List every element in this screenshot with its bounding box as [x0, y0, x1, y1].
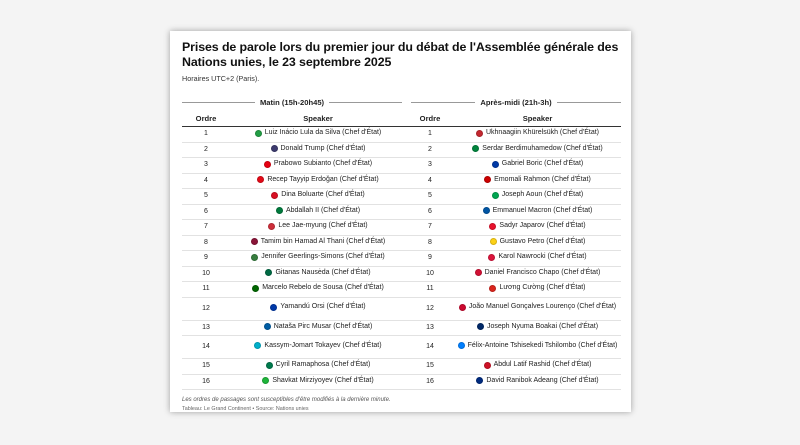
order-cell: 9	[406, 251, 454, 267]
table-row	[182, 251, 621, 267]
table-row	[182, 173, 621, 189]
header-order: Ordre	[182, 110, 230, 127]
page-title: Prises de parole lors du premier jour du débat de l'Assemblée générale des Nations unies, le 23 septembre 2025	[182, 40, 619, 69]
order-cell: 6	[182, 204, 230, 220]
country-flag-icon	[251, 254, 258, 261]
order-cell: 5	[182, 189, 230, 205]
speaker-cell	[454, 127, 621, 143]
group-line	[411, 102, 475, 103]
speaker-cell	[230, 266, 406, 282]
country-flag-icon	[489, 285, 496, 292]
group-morning-label: Matin (15h-20h45)	[259, 97, 325, 107]
speaker-name: Shavkat Mirziyoyev (Chef d'État)	[272, 376, 374, 384]
country-flag-icon	[270, 304, 277, 311]
country-flag-icon	[264, 161, 271, 168]
table-row	[182, 297, 621, 320]
country-flag-icon	[252, 285, 259, 292]
group-morning	[182, 97, 402, 107]
table-row	[182, 235, 621, 251]
country-flag-icon	[488, 254, 495, 261]
speaker-cell	[230, 127, 406, 143]
country-flag-icon	[257, 176, 264, 183]
country-flag-icon	[265, 269, 272, 276]
group-afternoon	[411, 97, 621, 107]
speaker-name: Yamandú Orsi (Chef d'État)	[280, 303, 366, 311]
speaker-cell	[230, 142, 406, 158]
speaker-name: Luiz Inácio Lula da Silva (Chef d'État)	[264, 129, 382, 136]
speaker-cell	[230, 189, 406, 205]
speaker-cell	[454, 220, 621, 236]
order-cell: 16	[182, 374, 230, 390]
country-flag-icon	[251, 238, 258, 245]
speaker-cell	[454, 158, 621, 174]
speaker-cell	[454, 297, 621, 320]
speaker-name: Daniel Francisco Chapo (Chef d'État)	[484, 268, 601, 276]
speaker-name: Félix-Antoine Tshisekedi Tshilombo (Chef d'État)	[467, 341, 618, 349]
group-line	[557, 102, 621, 103]
speaker-cell	[230, 320, 406, 336]
speaker-name: Tamim bin Hamad Al Thani (Chef d'État)	[260, 237, 386, 245]
order-cell: 14	[182, 336, 230, 359]
speaker-name: Gitanas Nausėda (Chef d'État)	[275, 268, 371, 276]
country-flag-icon	[492, 161, 499, 168]
table-row	[182, 142, 621, 158]
table-row	[182, 158, 621, 174]
country-flag-icon	[489, 223, 496, 230]
speaker-name: Joseph Nyuma Boakai (Chef d'État)	[486, 322, 599, 330]
speaker-cell	[454, 266, 621, 282]
subtitle: Horaires UTC+2 (Paris).	[182, 74, 260, 83]
order-cell: 15	[406, 359, 454, 375]
order-cell: 4	[182, 173, 230, 189]
country-flag-icon	[472, 145, 479, 152]
order-cell: 11	[182, 282, 230, 298]
order-cell: 3	[182, 158, 230, 174]
order-cell: 5	[406, 189, 454, 205]
order-cell: 1	[182, 127, 230, 143]
speaker-name: Jennifer Geerlings-Simons (Chef d'État)	[261, 253, 385, 260]
order-cell: 15	[182, 359, 230, 375]
speaker-name: Karol Nawrocki (Chef d'État)	[498, 253, 587, 260]
order-cell: 3	[406, 158, 454, 174]
speaker-cell	[230, 297, 406, 320]
table-row	[182, 320, 621, 336]
speaker-cell	[230, 173, 406, 189]
order-cell: 4	[406, 173, 454, 189]
speaker-name: Prabowo Subianto (Chef d'État)	[273, 160, 373, 167]
speaker-name: Sadyr Japarov (Chef d'État)	[499, 222, 586, 229]
order-cell: 2	[406, 142, 454, 158]
header-speaker: Speaker	[454, 110, 621, 127]
speaker-cell	[230, 359, 406, 375]
country-flag-icon	[483, 207, 490, 214]
table-row	[182, 266, 621, 282]
order-cell: 13	[406, 320, 454, 336]
order-cell: 8	[406, 235, 454, 251]
country-flag-icon	[271, 192, 278, 199]
country-flag-icon	[254, 342, 261, 349]
country-flag-icon	[458, 342, 465, 349]
country-flag-icon	[276, 207, 283, 214]
speaker-name: Nataša Pirc Musar (Chef d'État)	[273, 322, 373, 330]
speaker-cell	[230, 158, 406, 174]
country-flag-icon	[266, 362, 273, 369]
country-flag-icon	[262, 377, 269, 384]
country-flag-icon	[484, 176, 491, 183]
order-cell: 10	[406, 266, 454, 282]
speaker-name: Gustavo Petro (Chef d'État)	[499, 237, 586, 245]
speaker-cell	[454, 282, 621, 298]
speaker-cell	[454, 374, 621, 390]
speaker-name: Donald Trump (Chef d'État)	[280, 144, 366, 152]
source-line: Tableau: Le Grand Continent • Source: Nations unies	[182, 406, 309, 412]
speaker-cell	[454, 336, 621, 359]
order-cell: 13	[182, 320, 230, 336]
header-order: Ordre	[406, 110, 454, 127]
country-flag-icon	[268, 223, 275, 230]
speaker-name: Dina Boluarte (Chef d'État)	[281, 191, 365, 198]
speaker-name: Lee Jae-myung (Chef d'État)	[278, 222, 368, 229]
order-cell: 6	[406, 204, 454, 220]
country-flag-icon	[271, 145, 278, 152]
speaker-name: Gabriel Boric (Chef d'État)	[501, 160, 584, 167]
speaker-cell	[454, 142, 621, 158]
table-row	[182, 220, 621, 236]
table-row	[182, 204, 621, 220]
country-flag-icon	[490, 238, 497, 245]
order-cell: 12	[182, 297, 230, 320]
order-cell: 14	[406, 336, 454, 359]
speaker-cell	[230, 235, 406, 251]
table-row	[182, 336, 621, 359]
speaker-cell	[230, 336, 406, 359]
speaker-cell	[230, 251, 406, 267]
order-cell: 12	[406, 297, 454, 320]
order-cell: 16	[406, 374, 454, 390]
group-afternoon-label: Après-midi (21h-3h)	[480, 97, 552, 107]
country-flag-icon	[264, 323, 271, 330]
speaker-cell	[454, 235, 621, 251]
order-cell: 2	[182, 142, 230, 158]
order-cell: 8	[182, 235, 230, 251]
country-flag-icon	[476, 130, 483, 137]
country-flag-icon	[484, 362, 491, 369]
speaker-name: Emmanuel Macron (Chef d'État)	[492, 206, 593, 214]
country-flag-icon	[475, 269, 482, 276]
table-row	[182, 359, 621, 375]
speaker-cell	[230, 220, 406, 236]
speaker-cell	[230, 282, 406, 298]
order-cell: 7	[406, 220, 454, 236]
speaker-cell	[454, 320, 621, 336]
order-cell: 10	[182, 266, 230, 282]
speaker-cell	[454, 173, 621, 189]
order-cell: 11	[406, 282, 454, 298]
speaker-cell	[454, 204, 621, 220]
header-speaker: Speaker	[230, 110, 406, 127]
speaker-name: Abdallah II (Chef d'État)	[285, 206, 361, 214]
order-cell: 9	[182, 251, 230, 267]
country-flag-icon	[492, 192, 499, 199]
speaker-name: Lương Cường (Chef d'État)	[499, 284, 586, 291]
speaker-name: Serdar Berdimuhamedow (Chef d'État)	[482, 144, 603, 152]
speaker-name: Emomali Rahmon (Chef d'État)	[494, 175, 591, 183]
speaker-cell	[454, 359, 621, 375]
country-flag-icon	[477, 323, 484, 330]
group-line	[329, 102, 402, 103]
footnote: Les ordres de passages sont susceptibles d'être modifiés à la dernière minute.	[182, 397, 391, 403]
speaker-name: Cyril Ramaphosa (Chef d'État)	[275, 361, 371, 368]
country-flag-icon	[476, 377, 483, 384]
speaker-cell	[454, 189, 621, 205]
table-row	[182, 189, 621, 205]
country-flag-icon	[255, 130, 262, 137]
speaker-cell	[454, 251, 621, 267]
table-body	[182, 127, 621, 390]
group-line	[182, 102, 255, 103]
speaker-name: Abdul Latif Rashid (Chef d'État)	[493, 361, 592, 368]
table-row	[182, 282, 621, 298]
table-card	[170, 31, 631, 412]
speaker-name: Marcelo Rebelo de Sousa (Chef d'État)	[262, 284, 384, 291]
column-groups	[182, 97, 621, 107]
table-row	[182, 127, 621, 143]
speaker-name: Ukhnaagiin Khürelsükh (Chef d'État)	[485, 129, 599, 136]
speaker-cell	[230, 374, 406, 390]
speaker-name: Joseph Aoun (Chef d'État)	[501, 191, 584, 198]
order-cell: 7	[182, 220, 230, 236]
order-cell: 1	[406, 127, 454, 143]
speaker-name: Recep Tayyip Erdoğan (Chef d'État)	[267, 175, 379, 183]
speaker-name: Kassym-Jomart Tokayev (Chef d'État)	[264, 341, 382, 349]
country-flag-icon	[459, 304, 466, 311]
speakers-table	[182, 110, 621, 390]
speaker-cell	[230, 204, 406, 220]
table-row	[182, 374, 621, 390]
speaker-name: João Manuel Gonçalves Lourenço (Chef d'État)	[468, 303, 617, 311]
speaker-name: David Ranibok Adeang (Chef d'État)	[486, 376, 599, 384]
